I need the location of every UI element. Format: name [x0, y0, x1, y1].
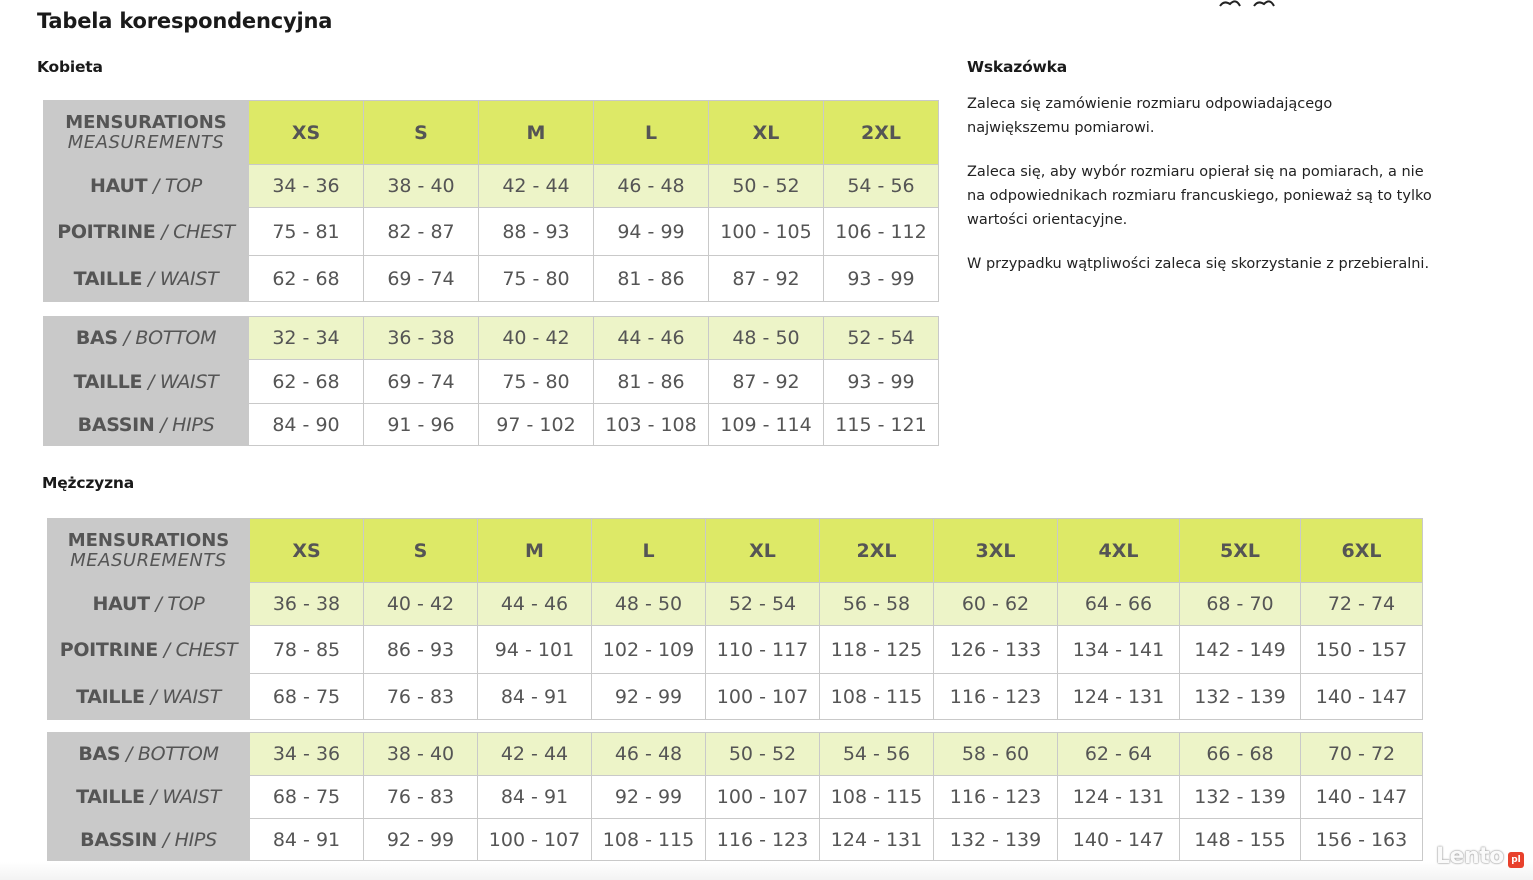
table-cell: 56 - 58: [820, 583, 934, 626]
row-label: [48, 819, 250, 861]
measurements-en: MEASUREMENTS: [67, 131, 225, 153]
table-cell: 62 - 68: [249, 360, 364, 404]
table-cell: 34 - 36: [250, 733, 364, 776]
size-header-xs: XS: [249, 101, 364, 165]
measurements-header: [48, 519, 250, 583]
table-cell: 126 - 133: [934, 626, 1058, 674]
row-label-separator: /: [120, 743, 138, 765]
table-cell: 70 - 72: [1301, 733, 1423, 776]
size-header-2xl: 2XL: [824, 101, 939, 165]
row-label-separator: /: [117, 327, 136, 349]
row-label-en: WAIST: [162, 685, 221, 708]
row-label: [44, 404, 249, 446]
table-cell: 94 - 99: [594, 208, 709, 256]
table-cell: 108 - 115: [820, 674, 934, 720]
row-label-separator: /: [149, 593, 168, 615]
table-cell: 42 - 44: [479, 165, 594, 208]
table-cell: 50 - 52: [709, 165, 824, 208]
table-cell: 156 - 163: [1301, 819, 1423, 861]
table-row: [44, 256, 939, 302]
size-header-m: M: [479, 101, 594, 165]
row-label: [44, 256, 249, 302]
row-label-separator: /: [142, 370, 160, 393]
men-heading: Mężczyzna: [42, 474, 134, 492]
row-label-en: WAIST: [159, 267, 219, 290]
row-label-en: WAIST: [159, 370, 219, 393]
row-label-fr: TAILLE: [76, 685, 145, 708]
row-label-en: CHEST: [175, 638, 238, 661]
tip-heading: Wskazówka: [967, 58, 1068, 76]
row-label: [48, 776, 250, 819]
table-row: [48, 776, 1423, 819]
tip-paragraph: W przypadku wątpliwości zaleca się skorzystanie z przebieralni.: [967, 256, 1430, 272]
table-cell: 82 - 87: [364, 208, 479, 256]
size-header-5xl: 5XL: [1180, 519, 1301, 583]
table-cell: 69 - 74: [364, 256, 479, 302]
table-cell: 134 - 141: [1058, 626, 1180, 674]
row-label-en: TOP: [164, 175, 202, 197]
table-cell: 84 - 91: [250, 819, 364, 861]
table-cell: 87 - 92: [709, 360, 824, 404]
table-cell: 38 - 40: [364, 733, 478, 776]
size-header-m: M: [478, 519, 592, 583]
table-cell: 58 - 60: [934, 733, 1058, 776]
row-label-separator: /: [144, 685, 163, 708]
lento-badge: pl: [1508, 852, 1524, 868]
tip-text: [967, 92, 1437, 296]
row-label-separator: /: [147, 175, 165, 197]
size-header-xl: XL: [709, 101, 824, 165]
size-header-s: S: [364, 101, 479, 165]
table-cell: 52 - 54: [706, 583, 820, 626]
table-cell: 64 - 66: [1058, 583, 1180, 626]
row-label-fr: HAUT: [92, 593, 150, 615]
table-row: [48, 733, 1423, 776]
table-cell: 50 - 52: [706, 733, 820, 776]
table-cell: 44 - 46: [478, 583, 592, 626]
table-cell: 106 - 112: [824, 208, 939, 256]
table-cell: 40 - 42: [479, 317, 594, 360]
table-cell: 54 - 56: [820, 733, 934, 776]
table-cell: 84 - 91: [478, 674, 592, 720]
table-cell: 116 - 123: [934, 776, 1058, 819]
table-cell: 44 - 46: [594, 317, 709, 360]
table-cell: 100 - 107: [478, 819, 592, 861]
measurements-fr: MENSURATIONS: [67, 529, 230, 551]
row-label: [48, 583, 250, 626]
size-header-s: S: [364, 519, 478, 583]
table-cell: 109 - 114: [709, 404, 824, 446]
row-label-separator: /: [144, 786, 163, 808]
lento-logo: Lento: [1436, 844, 1504, 869]
size-header-2xl: 2XL: [820, 519, 934, 583]
row-label-fr: POITRINE: [59, 638, 158, 661]
table-cell: 116 - 123: [934, 674, 1058, 720]
size-header-row: [48, 519, 1423, 583]
row-label: [48, 674, 250, 720]
table-cell: 93 - 99: [824, 256, 939, 302]
table-row: [44, 317, 939, 360]
row-label-en: BOTTOM: [135, 327, 217, 349]
table-cell: 124 - 131: [820, 819, 934, 861]
table-cell: 52 - 54: [824, 317, 939, 360]
table-row: [48, 626, 1423, 674]
size-header-xl: XL: [706, 519, 820, 583]
row-label-en: HIPS: [174, 828, 217, 851]
table-cell: 69 - 74: [364, 360, 479, 404]
row-label-separator: /: [157, 828, 175, 851]
table-cell: 118 - 125: [820, 626, 934, 674]
measurements-header: [44, 101, 249, 165]
size-header-3xl: 3XL: [934, 519, 1058, 583]
table-row: [44, 165, 939, 208]
row-label-en: WAIST: [162, 786, 221, 808]
table-cell: 62 - 64: [1058, 733, 1180, 776]
table-cell: 54 - 56: [824, 165, 939, 208]
size-header-l: L: [594, 101, 709, 165]
table-cell: 81 - 86: [594, 360, 709, 404]
table-cell: 68 - 75: [250, 674, 364, 720]
row-label-separator: /: [157, 638, 176, 661]
row-label-fr: BASSIN: [77, 413, 155, 436]
row-label-separator: /: [155, 220, 174, 243]
table-cell: 46 - 48: [594, 165, 709, 208]
table-cell: 94 - 101: [478, 626, 592, 674]
women-bottom-size-table: [43, 316, 939, 446]
size-header-4xl: 4XL: [1058, 519, 1180, 583]
table-cell: 84 - 90: [249, 404, 364, 446]
table-cell: 81 - 86: [594, 256, 709, 302]
row-label-fr: TAILLE: [73, 267, 143, 290]
table-cell: 87 - 92: [709, 256, 824, 302]
table-cell: 75 - 81: [249, 208, 364, 256]
table-cell: 100 - 105: [709, 208, 824, 256]
table-cell: 75 - 80: [479, 256, 594, 302]
size-header-6xl: 6XL: [1301, 519, 1423, 583]
table-cell: 132 - 139: [934, 819, 1058, 861]
table-cell: 150 - 157: [1301, 626, 1423, 674]
table-cell: 68 - 70: [1180, 583, 1301, 626]
table-row: [44, 360, 939, 404]
table-cell: 92 - 99: [364, 819, 478, 861]
row-label-fr: BASSIN: [80, 828, 158, 851]
row-label: [44, 360, 249, 404]
table-cell: 140 - 147: [1058, 819, 1180, 861]
table-cell: 42 - 44: [478, 733, 592, 776]
table-cell: 40 - 42: [364, 583, 478, 626]
table-row: [48, 583, 1423, 626]
row-label-en: CHEST: [173, 220, 235, 243]
size-header-l: L: [592, 519, 706, 583]
row-label: [44, 165, 249, 208]
row-label: [48, 626, 250, 674]
table-cell: 34 - 36: [249, 165, 364, 208]
table-cell: 116 - 123: [706, 819, 820, 861]
size-header-row: [44, 101, 939, 165]
measurements-en: MEASUREMENTS: [70, 549, 227, 571]
table-cell: 91 - 96: [364, 404, 479, 446]
table-cell: 100 - 107: [706, 674, 820, 720]
table-cell: 76 - 83: [364, 674, 478, 720]
table-cell: 132 - 139: [1180, 674, 1301, 720]
page-title: Tabela korespondencyjna: [37, 9, 333, 33]
table-cell: 68 - 75: [250, 776, 364, 819]
table-cell: 38 - 40: [364, 165, 479, 208]
row-label-fr: BAS: [78, 743, 121, 765]
women-heading: Kobieta: [37, 58, 103, 76]
table-cell: 115 - 121: [824, 404, 939, 446]
table-cell: 84 - 91: [478, 776, 592, 819]
men-bottom-size-table: [47, 732, 1423, 861]
row-label-fr: TAILLE: [76, 786, 145, 808]
table-cell: 48 - 50: [709, 317, 824, 360]
table-cell: 66 - 68: [1180, 733, 1301, 776]
row-label: [44, 208, 249, 256]
table-cell: 86 - 93: [364, 626, 478, 674]
table-cell: 103 - 108: [594, 404, 709, 446]
table-cell: 148 - 155: [1180, 819, 1301, 861]
table-cell: 60 - 62: [934, 583, 1058, 626]
tip-paragraph: Zaleca się, aby wybór rozmiaru opierał się na pomiarach, a nie na odpowiednikach rozmiaru francuskiego, ponieważ są to tylko wartości orientacyjne.: [967, 164, 1432, 228]
table-cell: 93 - 99: [824, 360, 939, 404]
row-label-fr: HAUT: [90, 175, 148, 197]
row-label-separator: /: [142, 267, 160, 290]
table-cell: 108 - 115: [820, 776, 934, 819]
table-cell: 62 - 68: [249, 256, 364, 302]
table-cell: 78 - 85: [250, 626, 364, 674]
tip-paragraph: Zaleca się zamówienie rozmiaru odpowiadającego największemu pomiarowi.: [967, 96, 1333, 136]
table-cell: 36 - 38: [250, 583, 364, 626]
measurements-fr: MENSURATIONS: [65, 111, 227, 133]
row-label-en: TOP: [167, 593, 205, 615]
table-cell: 132 - 139: [1180, 776, 1301, 819]
row-label-en: HIPS: [172, 413, 215, 436]
women-top-size-table: [43, 100, 939, 302]
row-label-fr: TAILLE: [73, 370, 143, 393]
table-cell: 92 - 99: [592, 674, 706, 720]
table-cell: 76 - 83: [364, 776, 478, 819]
table-cell: 72 - 74: [1301, 583, 1423, 626]
table-cell: 102 - 109: [592, 626, 706, 674]
table-cell: 36 - 38: [364, 317, 479, 360]
page-fade: [0, 862, 1533, 880]
row-label-fr: BAS: [75, 327, 118, 349]
clothing-icon: [1216, 0, 1296, 10]
row-label-separator: /: [154, 413, 173, 436]
row-label-en: BOTTOM: [137, 743, 219, 765]
table-cell: 97 - 102: [479, 404, 594, 446]
table-row: [44, 404, 939, 446]
table-cell: 110 - 117: [706, 626, 820, 674]
table-row: [44, 208, 939, 256]
table-cell: 46 - 48: [592, 733, 706, 776]
row-label: [44, 317, 249, 360]
table-cell: 92 - 99: [592, 776, 706, 819]
row-label-fr: POITRINE: [57, 220, 156, 243]
table-cell: 142 - 149: [1180, 626, 1301, 674]
table-cell: 108 - 115: [592, 819, 706, 861]
row-label: [48, 733, 250, 776]
table-row: [48, 674, 1423, 720]
table-row: [48, 819, 1423, 861]
table-cell: 140 - 147: [1301, 674, 1423, 720]
table-cell: 32 - 34: [249, 317, 364, 360]
table-cell: 100 - 107: [706, 776, 820, 819]
size-header-xs: XS: [250, 519, 364, 583]
table-cell: 88 - 93: [479, 208, 594, 256]
table-cell: 75 - 80: [479, 360, 594, 404]
men-top-size-table: [47, 518, 1423, 720]
table-cell: 124 - 131: [1058, 674, 1180, 720]
table-cell: 48 - 50: [592, 583, 706, 626]
table-cell: 124 - 131: [1058, 776, 1180, 819]
table-cell: 140 - 147: [1301, 776, 1423, 819]
